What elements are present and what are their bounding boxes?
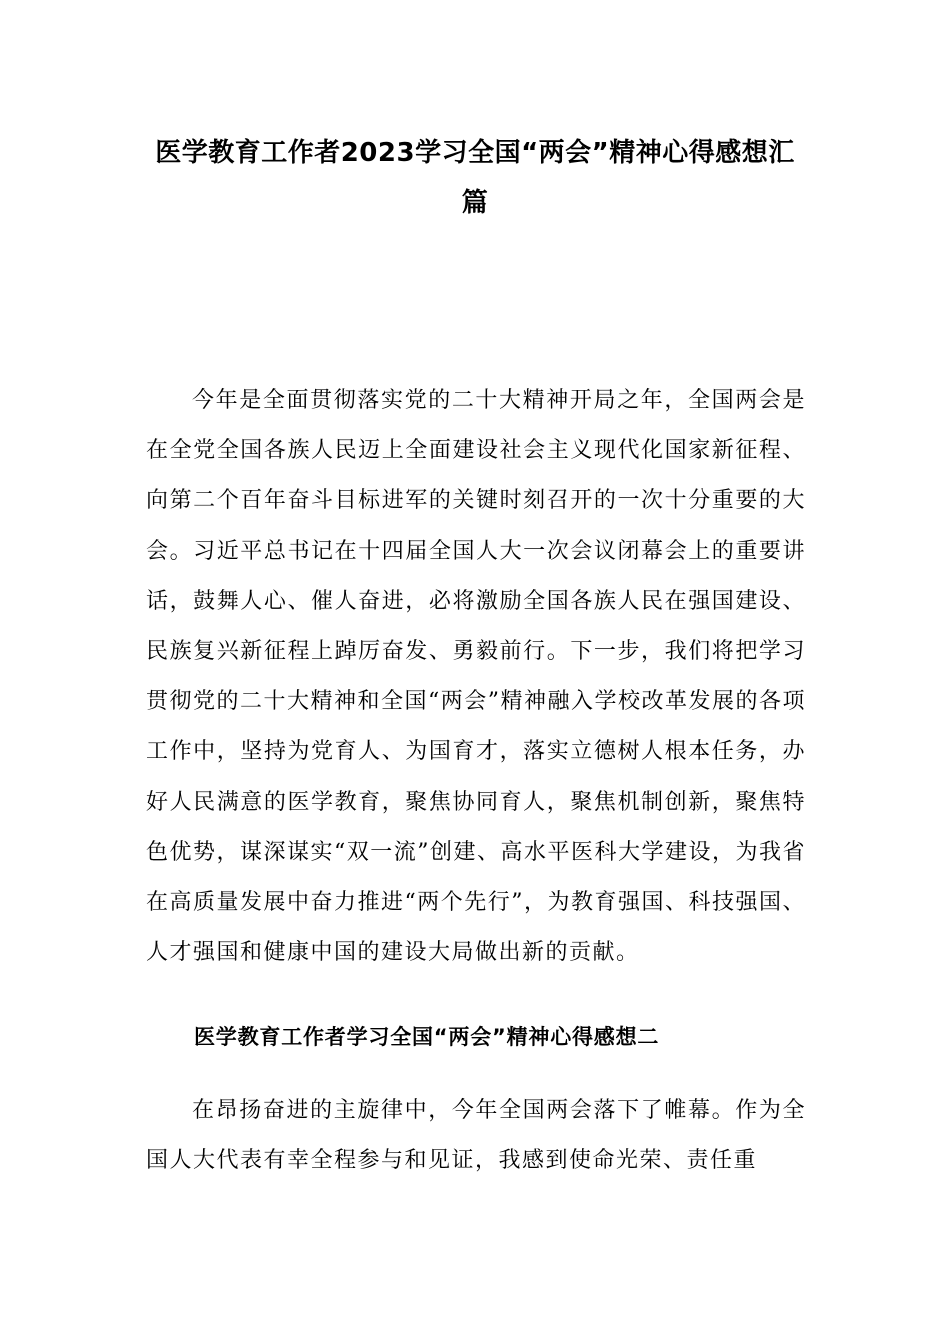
section-heading: 医学教育工作者学习全国“两会”精神心得感想二 (194, 1025, 660, 1049)
body-paragraph: 今年是全面贯彻落实党的二十大精神开局之年，全国两会是在全党全国各族人民迈上全面建设社会主义现代化国家新征程、向第二个百年奋斗目标进军的关键时刻召开的一次十分重要的大会。习近平总书记在十四届全国人大一次会议闭幕会上的重要讲话，鼓舞人心、催人奋进，必将激励全国各族人民在强国建设、民族复兴新征程上踔厉奋发、勇毅前行。下一步，我们将把学习贯彻党的二十大精神和全国“两会”精神融入学校改革发展的各项工作中，坚持为党育人、为国育才，落实立德树人根本任务，办好人民满意的医学教育，聚焦协同育人，聚焦机制创新，聚焦特色优势，谋深谋实“双一流”创建、高水平医科大学建设，为我省在高质量发展中奋力推进“两个先行”，为教育强国、科技强国、人才强国和健康中国的建设大局做出新的贡献。 (146, 388, 806, 966)
document-title: 医学教育工作者2023学习全国“两会”精神心得感想汇篇 (155, 138, 795, 218)
body-paragraph: 在昂扬奋进的主旋律中，今年全国两会落下了帷幕。作为全国人大代表有幸全程参与和见证，我感到使命光荣、责任重 (146, 1098, 806, 1174)
